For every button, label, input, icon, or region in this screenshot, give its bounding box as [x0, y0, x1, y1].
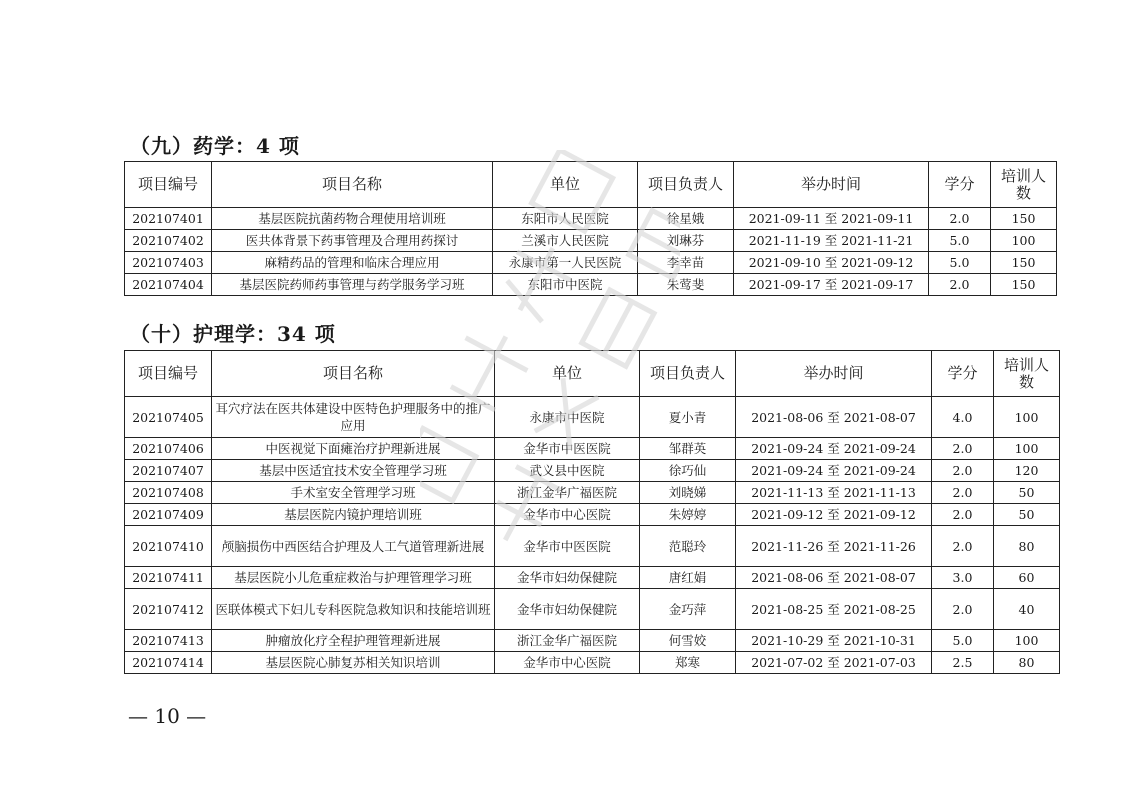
- cell-name: 中医视觉下面瘫治疗护理新进展: [212, 438, 495, 460]
- col-header-name: 项目名称: [212, 351, 495, 397]
- cell-name: 麻精药品的管理和临床合理应用: [212, 252, 493, 274]
- cell-id: 202107409: [125, 504, 212, 526]
- cell-id: 202107412: [125, 589, 212, 630]
- table-row: [125, 652, 1060, 674]
- cell-unit: 金华市中医医院: [495, 526, 640, 567]
- cell-leader: 朱婷婷: [640, 504, 736, 526]
- cell-time: 2021-08-06 至 2021-08-07: [736, 567, 932, 589]
- cell-name: 基层医院小儿危重症救治与护理管理学习班: [212, 567, 495, 589]
- pharmacy-projects-table: [124, 161, 1057, 296]
- cell-count: 50: [994, 482, 1060, 504]
- table-row: [125, 526, 1060, 567]
- cell-credit: 2.0: [929, 208, 991, 230]
- table-row: [125, 252, 1057, 274]
- cell-credit: 5.0: [932, 630, 994, 652]
- table-row: [125, 567, 1060, 589]
- cell-count: 100: [994, 438, 1060, 460]
- cell-leader: 刘晓娣: [640, 482, 736, 504]
- col-header-leader: 项目负责人: [640, 351, 736, 397]
- cell-credit: 3.0: [932, 567, 994, 589]
- table-header-row: [125, 162, 1057, 208]
- cell-name: 基层医院内镜护理培训班: [212, 504, 495, 526]
- cell-unit: 金华市中心医院: [495, 504, 640, 526]
- table-row: [125, 208, 1057, 230]
- table-row: [125, 589, 1060, 630]
- cell-name: 耳穴疗法在医共体建设中医特色护理服务中的推广应用: [212, 397, 495, 438]
- cell-time: 2021-10-29 至 2021-10-31: [736, 630, 932, 652]
- cell-count: 100: [991, 230, 1057, 252]
- col-header-credit: 学分: [932, 351, 994, 397]
- cell-time: 2021-09-17 至 2021-09-17: [734, 274, 929, 296]
- cell-name: 基层中医适宜技术安全管理学习班: [212, 460, 495, 482]
- cell-unit: 武义县中医院: [495, 460, 640, 482]
- cell-leader: 徐巧仙: [640, 460, 736, 482]
- cell-count: 100: [994, 630, 1060, 652]
- cell-name: 基层医院心肺复苏相关知识培训: [212, 652, 495, 674]
- cell-unit: 东阳市中医院: [493, 274, 638, 296]
- cell-time: 2021-09-10 至 2021-09-12: [734, 252, 929, 274]
- cell-count: 50: [994, 504, 1060, 526]
- cell-count: 150: [991, 252, 1057, 274]
- table-row: [125, 460, 1060, 482]
- cell-leader: 刘琳芬: [638, 230, 734, 252]
- cell-credit: 2.0: [932, 504, 994, 526]
- cell-id: 202107406: [125, 438, 212, 460]
- cell-name: 肿瘤放化疗全程护理管理新进展: [212, 630, 495, 652]
- cell-id: 202107401: [125, 208, 212, 230]
- cell-time: 2021-09-12 至 2021-09-12: [736, 504, 932, 526]
- cell-unit: 金华市中医医院: [495, 438, 640, 460]
- cell-id: 202107414: [125, 652, 212, 674]
- col-header-leader: 项目负责人: [638, 162, 734, 208]
- cell-leader: 徐星娥: [638, 208, 734, 230]
- table-row: [125, 630, 1060, 652]
- cell-credit: 4.0: [932, 397, 994, 438]
- table-row: [125, 274, 1057, 296]
- page-number: — 10 —: [128, 704, 207, 728]
- cell-id: 202107403: [125, 252, 212, 274]
- cell-name: 医联体模式下妇儿专科医院急救知识和技能培训班: [212, 589, 495, 630]
- nursing-projects-table: [124, 350, 1060, 674]
- table-row: [125, 230, 1057, 252]
- cell-count: 60: [994, 567, 1060, 589]
- cell-unit: 兰溪市人民医院: [493, 230, 638, 252]
- cell-leader: 邹群英: [640, 438, 736, 460]
- cell-leader: 范聪玲: [640, 526, 736, 567]
- cell-count: 80: [994, 526, 1060, 567]
- col-header-unit: 单位: [493, 162, 638, 208]
- cell-leader: 金巧萍: [640, 589, 736, 630]
- cell-time: 2021-09-24 至 2021-09-24: [736, 460, 932, 482]
- table-row: [125, 482, 1060, 504]
- table-row: [125, 397, 1060, 438]
- section-heading-nursing: （十）护理学：34 项: [130, 322, 336, 346]
- cell-credit: 2.0: [932, 460, 994, 482]
- cell-name: 医共体背景下药事管理及合理用药探讨: [212, 230, 493, 252]
- cell-count: 80: [994, 652, 1060, 674]
- col-header-credit: 学分: [929, 162, 991, 208]
- table-row: [125, 438, 1060, 460]
- cell-credit: 2.0: [932, 589, 994, 630]
- cell-id: 202107408: [125, 482, 212, 504]
- cell-time: 2021-08-06 至 2021-08-07: [736, 397, 932, 438]
- cell-count: 150: [991, 274, 1057, 296]
- cell-count: 150: [991, 208, 1057, 230]
- cell-credit: 2.0: [932, 482, 994, 504]
- cell-time: 2021-11-13 至 2021-11-13: [736, 482, 932, 504]
- col-header-count: 培训人数: [991, 162, 1057, 208]
- cell-unit: 浙江金华广福医院: [495, 482, 640, 504]
- cell-id: 202107404: [125, 274, 212, 296]
- table-row: [125, 504, 1060, 526]
- cell-time: 2021-08-25 至 2021-08-25: [736, 589, 932, 630]
- cell-leader: 夏小青: [640, 397, 736, 438]
- cell-unit: 浙江金华广福医院: [495, 630, 640, 652]
- cell-id: 202107410: [125, 526, 212, 567]
- cell-id: 202107413: [125, 630, 212, 652]
- cell-unit: 金华市中心医院: [495, 652, 640, 674]
- cell-id: 202107402: [125, 230, 212, 252]
- cell-unit: 金华市妇幼保健院: [495, 567, 640, 589]
- cell-count: 40: [994, 589, 1060, 630]
- cell-id: 202107405: [125, 397, 212, 438]
- cell-name: 颅脑损伤中西医结合护理及人工气道管理新进展: [212, 526, 495, 567]
- cell-name: 基层医院药师药事管理与药学服务学习班: [212, 274, 493, 296]
- cell-time: 2021-09-24 至 2021-09-24: [736, 438, 932, 460]
- col-header-time: 举办时间: [734, 162, 929, 208]
- col-header-count: 培训人数: [994, 351, 1060, 397]
- cell-name: 基层医院抗菌药物合理使用培训班: [212, 208, 493, 230]
- cell-credit: 5.0: [929, 230, 991, 252]
- cell-id: 202107407: [125, 460, 212, 482]
- cell-credit: 5.0: [929, 252, 991, 274]
- cell-unit: 东阳市人民医院: [493, 208, 638, 230]
- col-header-time: 举办时间: [736, 351, 932, 397]
- col-header-id: 项目编号: [125, 162, 212, 208]
- cell-credit: 2.0: [932, 526, 994, 567]
- cell-count: 100: [994, 397, 1060, 438]
- cell-credit: 2.5: [932, 652, 994, 674]
- cell-count: 120: [994, 460, 1060, 482]
- cell-time: 2021-07-02 至 2021-07-03: [736, 652, 932, 674]
- cell-name: 手术室安全管理学习班: [212, 482, 495, 504]
- col-header-id: 项目编号: [125, 351, 212, 397]
- cell-time: 2021-09-11 至 2021-09-11: [734, 208, 929, 230]
- col-header-name: 项目名称: [212, 162, 493, 208]
- cell-leader: 郑寒: [640, 652, 736, 674]
- cell-unit: 永康市中医院: [495, 397, 640, 438]
- cell-credit: 2.0: [932, 438, 994, 460]
- section-heading-pharmacy: （九）药学：4 项: [130, 134, 300, 158]
- cell-time: 2021-11-19 至 2021-11-21: [734, 230, 929, 252]
- cell-credit: 2.0: [929, 274, 991, 296]
- cell-time: 2021-11-26 至 2021-11-26: [736, 526, 932, 567]
- cell-leader: 唐红娟: [640, 567, 736, 589]
- cell-unit: 永康市第一人民医院: [493, 252, 638, 274]
- cell-unit: 金华市妇幼保健院: [495, 589, 640, 630]
- col-header-unit: 单位: [495, 351, 640, 397]
- cell-leader: 何雪姣: [640, 630, 736, 652]
- cell-id: 202107411: [125, 567, 212, 589]
- cell-leader: 李幸苗: [638, 252, 734, 274]
- cell-leader: 朱莺斐: [638, 274, 734, 296]
- table-header-row: [125, 351, 1060, 397]
